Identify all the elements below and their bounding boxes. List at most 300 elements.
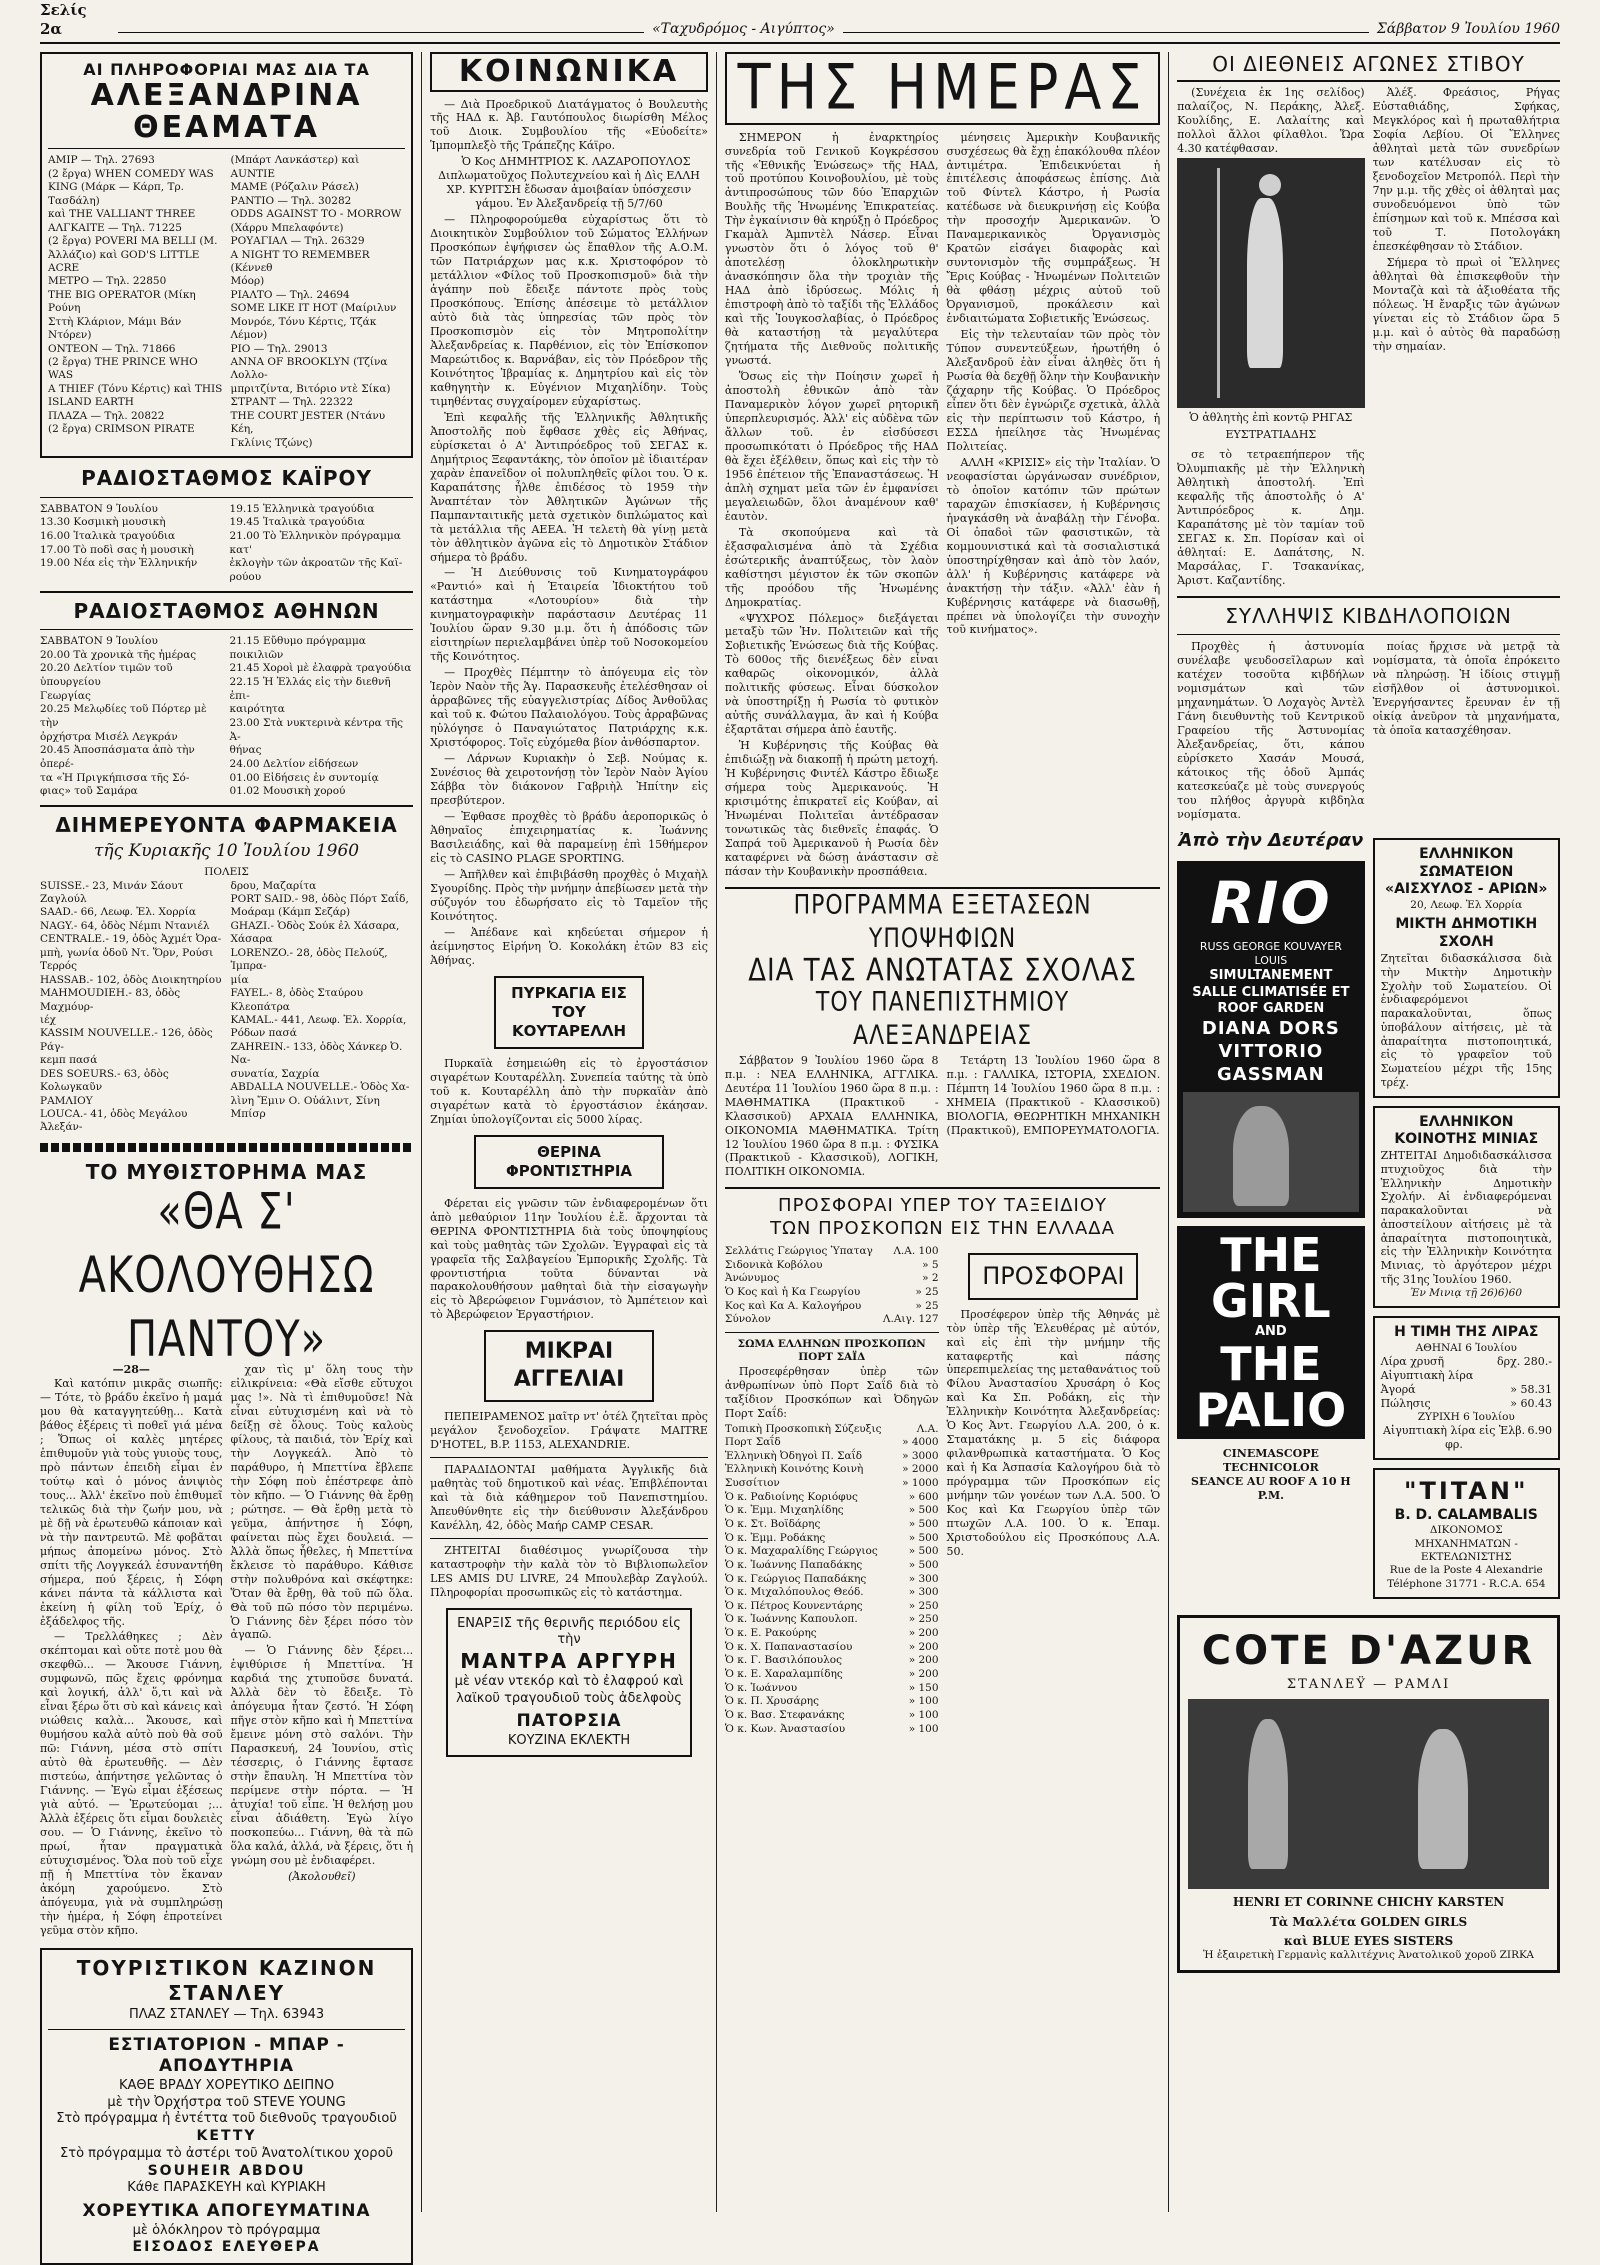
donation-row-label: Ὁ κ. Γ. Βασιλόπουλος xyxy=(724,1654,842,1667)
pound-row xyxy=(1381,1397,1552,1411)
classified-headline-box xyxy=(484,1330,654,1402)
donation-row-label: Ὁ κ. Πέτρος Κουνεντάρης xyxy=(724,1599,863,1612)
cinema-listing: μπριτζίντα, Βιτόριο ντὲ Σίκα) xyxy=(230,382,391,395)
pound-row-value: » 60.43 xyxy=(1510,1396,1552,1410)
social-paragraph: — Ἐφθασε προχθὲς τὸ βράδυ ἀεροπορικῶς ὁ Ἀθηναῖος ἐπιχειρηματίας κ. Ἰωάννης Βασιλειάδης, καὶ θὰ παραμείνῃ ἐπὶ 15θήμερον εἰς τὸ CASINO PLAGE SPORTING. xyxy=(430,809,708,865)
rio-cinema-ad xyxy=(1177,861,1364,1219)
novel-episode: —28— xyxy=(112,1363,150,1377)
donation-row-value: » 500 xyxy=(908,1531,939,1544)
radio-athens-schedule xyxy=(40,635,413,799)
donation-row-label: Ὁ κ. Ραδιοίνης Κοριόφυς xyxy=(724,1490,858,1503)
radio-entry: ΣΑΒΒΑΤΟΝ 9 Ἰουλίου xyxy=(40,635,158,648)
radio-athens-title: ΡΑΔΙΟΣΤΑΘΜΟΣ ΑΘΗΝΩΝ xyxy=(73,598,380,623)
cinema-listing: (2 ἔργα) THE PRINCE WHO WAS xyxy=(48,356,198,382)
social-paragraph: — Διὰ Προεδρικοῦ Διατάγματος ὁ Βουλευτὴς τῆς ΗΑΔ κ. Ἀβ. Γαυτόπουλος διωρίσθη Μέλος τοῦ Διοικ. Συμβουλίου τῆς «Εὐοδείτε» Ἱμπομπλεξὸ τῆς Τράπεζης Κάϊρο. xyxy=(430,97,708,153)
assoc-title: ΕΛΛΗΝΙΚΟΝ ΣΩΜΑΤΕΙΟΝ «ΑΙΣΧΥΛΟΣ - ΑΡΙΩΝ» xyxy=(1385,845,1548,898)
donation-row xyxy=(725,1723,939,1737)
pilgrim-section xyxy=(725,1245,1160,1736)
donation-row-value: » 250 xyxy=(908,1599,939,1612)
radio-entry: 23.00 Στὰ νυκτερινὰ κέντρα τῆς Ἀ- xyxy=(229,716,404,743)
radio-entry: 19.45 Ἰταλικὰ τραγούδια xyxy=(229,516,365,529)
donation-row xyxy=(725,1300,939,1314)
pharmacy-entry: FAYEL.- 8, ὁδὸς Σταύρου Κλεοπάτρα xyxy=(230,987,363,1013)
divider xyxy=(1177,596,1560,598)
column-rule xyxy=(1168,52,1169,2212)
donation-row-value: Λ.Α. xyxy=(916,1422,939,1435)
cinema-listing: ΠΛΑΖΑ — Τηλ. 20822 xyxy=(48,409,165,422)
novel-paragraph: Καὶ κατόπιν μικρᾶς σιωπῆς: — Τότε, τὸ βράδυ ἐκεῖνο ἡ μαμά μου θὰ καταγγητεύθῃ... Κατὰ βάθος ἐξέρεις τὶ ποθεῖ γιά μένα ; Ὅπως οἱ καλὲς μητέρες ἐπιθυμοῦν γιὰ τοὺς γυιοὺς τους, πρὸ πάντων ἐπειδὴ εἶμαι ἐν τούτῳ καὶ ὁ μόνος ἀνιψιὸς τους... Ἀλλ' ἐκεῖνο ποὺ ἐπιθυμεῖ τελικῶς διὰ τὴν ζωήν μου, νὰ μὲ δῇ νὰ ἐρωτευθῶ κάποιαν καὶ νὰ τὴν παντρευτῶ. Μὲ φοβᾶται μήπως ἀπομείνω μόνος. Στὸ σπίτι τῆς Λογγκεάλ ἐσυναντήθη σήμερα, πού ξέρεις, ἡ Σόφη κάνει πάντα τὰ κάλλιστα καὶ ἐκείνη ἡ φίλη τοῦ Ἐρίχ, ὁ ἐξάδελφος τῆς. xyxy=(40,1377,223,1628)
ads-row xyxy=(1177,830,1560,1607)
offers-headline-box xyxy=(968,1253,1138,1299)
day-header-box xyxy=(725,52,1160,125)
mantra-line: ΚΟΥΖΙΝΑ ΕΚΛΕΚΤΗ xyxy=(507,1732,631,1748)
offers-text: Προσέφερον ὑπὲρ τῆς Ἀθηνάς μὲ τὸν ὑπὲρ τῆς Ἐλευθέρας μὲ αὐτόν, καὶ εἰς ἐπὶ τὴν μνήμην τῆς καταφερτῆς καὶ πάσης ὑπερεπιμελείας της μεταθανάτιος τοῦ Φίλου Ἀναστασίου Χρυσάρη ὁ Κος καὶ Κα Σπ. Ροδάκη, εἰς τὴν Ἑλληνικὴν Κοινότητα Ἀλεξανδρείας: Ὁ Κος Ἀντ. Γεωργίου Λ.Α. 200, ὁ κ. Σταματάκης μ. 5 εἰς διάφορα φιλανθρωπικὰ καταστήματα. Ὁ Κος καὶ ἡ Κα Ἀσπασία Καλογήρου διὰ τὸ πρόγραμμα τῶν Προσκόπων εἰς μνήμην τῶν γονέων των Λ.Α. 500. Ὁ Κος καὶ Κα Γεωργίου ὑπὲρ τῶν πτωχῶν Λ.Α. 100. Ὁ κ. Ἐπαμ. Χριστοδούλου εἰς Προσκόπους Λ.Α. 50. xyxy=(946,1307,1161,1559)
arrest-title: ΣΥΛΛΗΨΙΣ ΚΙΒΔΗΛΟΠΟΙΩΝ xyxy=(1225,603,1512,628)
radio-entry: ρούου xyxy=(229,570,262,583)
cinema-listing: A NIGHT TO REMEMBER (Κέννεθ xyxy=(230,248,370,274)
social-paragraph: — Ἡ Διεύθυνσις τοῦ Κινηματογράφου «Ραντιό» καὶ ἡ Ἑταιρεία Ἰδιοκτήτου τοῦ κατάστημα «Λοτουρίου» διὰ τὴν κινηματογραφικὴν παράστασιν Δευτέρας 11 Ἰουλίου ὥραν 9.30 μ.μ. ὅτι ἡ ἀπόδοσις τῶν εἰσιτηρίων περιελαμβάνει ὑπὲρ τοῦ Νοσοκομείου τῆς Κοινότητος. xyxy=(430,566,708,664)
donation-row xyxy=(725,1477,939,1491)
mantra-line: ΠΑΤΟΡΣΙΑ xyxy=(516,1711,622,1732)
donation-row xyxy=(725,1504,939,1518)
donation-row-value: » 500 xyxy=(908,1504,939,1517)
girl-palio-ad xyxy=(1177,1226,1364,1439)
pilgrim-intro: Προσεφέρθησαν ὑπὲρ τῶν ἀνθρωπίνων ὑπὸ Πορτ Σαΐδ διὰ τὸ ταξίδιον Προσκόπων καὶ Ὀδηγῶν Πορτ Σαΐδ: xyxy=(724,1364,939,1420)
pharmacy-entry: KAMAL.- 441, Λεωφ. Ἐλ. Χορρία, xyxy=(230,1013,407,1026)
athlete-figure xyxy=(1247,198,1283,368)
pound-row-label: Πώλησις xyxy=(1380,1396,1431,1410)
donation-row-value: » 300 xyxy=(908,1572,939,1585)
donation-row-value: » 500 xyxy=(908,1545,939,1558)
pharmacy-list xyxy=(40,880,413,1135)
rio-line: SALLE CLIMATISÉE ET ROOF GARDEN xyxy=(1192,984,1350,1017)
assoc-address: 20, Λεωφ. Ἐλ Χορρία xyxy=(1410,899,1523,912)
ads-right xyxy=(1373,830,1560,1607)
exam-title-1: ΠΡΟΓΡΑΜΜΑ ΕΞΕΤΑΣΕΩΝ ΥΠΟΨΗΦΙΩΝ xyxy=(793,890,1092,955)
girl-title: THE GIRL xyxy=(1211,1228,1331,1329)
novel-continued: (Ἀκολουθεῖ) xyxy=(288,1869,356,1883)
cote-title: COTE D'AZUR xyxy=(1201,1627,1536,1674)
cinema-listing: ΡΙΑΛΤΟ — Τηλ. 24694 xyxy=(230,288,350,301)
cote-line: HENRI ET CORINNE CHICHY KARSTEN xyxy=(1232,1895,1505,1910)
mantra-line: μὲ νέαν ντεκόρ καὶ τὸ ἐλαφρού καὶ λαϊκοῦ τραγουδιοῦ τοὺς ἀδελφοὺς xyxy=(454,1674,684,1706)
pound-rows-2 xyxy=(1381,1424,1552,1452)
donation-row-label: Ὁ κ. Ε. Χαραλαμπίδης xyxy=(724,1668,843,1681)
radio-entry: φιας» τοῦ Σαμάρα xyxy=(40,785,138,798)
summer-headline-box xyxy=(474,1135,664,1189)
mantra-line: ΕΝΑΡΞΙΣ τῆς θερινῆς περιόδου εἰς τὴν xyxy=(457,1615,681,1648)
rio-line: RUSS GEORGE KOUVAYER LOUIS xyxy=(1199,940,1342,968)
cinema-listing: MAME (Ρόζαλιν Ράσελ) xyxy=(230,181,359,194)
pharmacy-entry: ABDALLA NOUVELLE.- Ὁδὸς Χα- xyxy=(230,1081,410,1094)
radio-entry: 20.25 Μελῳδίες τοῦ Πόρτερ μὲ τὴν xyxy=(40,703,207,729)
donation-row xyxy=(725,1682,939,1696)
girl-and: AND xyxy=(1254,1324,1287,1340)
donation-row-value: » 3000 xyxy=(902,1449,939,1462)
pound-row-label: Αἰγυπτιακὴ λίρα xyxy=(1380,1368,1474,1382)
radio-entry: Γεωργίας xyxy=(40,689,91,702)
donation-row xyxy=(725,1259,939,1273)
day-paragraph: Ἡ Κυβέρνησις τῆς Κούβας θὰ ἐπιδιώξῃ νὰ διακοπῇ ἡ πρώτη μετοχή. Ἡ Κυβέρνησις Φιντέλ Κάστρο ἔδιωξε σήμερα τοὺς Ἀμερικανούς. Ἡ κρισιμότης ἐπικρατεῖ εἰς Κούβαν, αἱ Ἠνωμέναι Πολιτεῖαι ἀντέδρασαν τονωτικῶς τὰς διεθνεῖς ἐπαφάς. Ὁ Σαπρά τοῦ Ἀμερικανοῦ ἡ Ρωσία δὲν καταφέρνει νὰ δώσῃ ἀνάστασιν σὲ πάσαν τὴν Κουβανικὴν προσπάθεια. xyxy=(724,739,939,878)
radio-entry: 19.15 Ἑλληνικὰ τραγούδια xyxy=(229,502,375,515)
cinema-listing: ΡΟΥΑΓΙΑΛ — Τηλ. 26329 xyxy=(230,235,365,248)
cote-line: Ἡ ἐξαιρετικὴ Γερμανὶς καλλιτέχνις Ἀνατολικοῦ χοροῦ ZIRKA xyxy=(1203,1948,1534,1961)
radio-entry: ΣΑΒΒΑΤΟΝ 9 Ἰουλίου xyxy=(40,502,158,515)
rio-figure xyxy=(1233,1106,1289,1206)
day-paragraph: Ὅσως εἰς τὴν Ποίησιν χωρεῖ ἡ ἀποστολὴ ἐθνικῶν ἀπὸ τὰν Παναμερικὸν λόγον χωρεῖ ρητορικῆ ὑπερπλευρισμός. Ἀλλ' εἰς αὐδὲνα τῶν ἄλλων τοῦ. ἐν εἰσδύσεσι προσωπικότατι ὁ Πρόεδρος τῆς ΗΑΔ θὰ ἔχει ἐξέλθειν, ὅπως καὶ εἰς τὴν τὸ 1956 ἐπέτειον τῆς Ἐπαναστάσεως. Ἡ ἁπλὴ σχηματ μεῖα τῶν ἐν ἐμφανίσει μεγαλειωδῶν, ὅλοι ἀναμένουν καθ' ἑαυτὸν. xyxy=(724,370,939,523)
kazino-subtitle: ΠΛΑΖ ΣΤΑΝΛΕΥ — Τηλ. 63943 xyxy=(128,2006,325,2022)
summer-text: Φέρεται εἰς γνῶσιν τῶν ἐνδιαφερομένων ὅτι ἀπὸ μεθαύριον 11ην Ἰουλίου ἐ.ἔ. ἄρχονται τὰ ΘΕΡΙΝΑ ΦΡΟΝΤΙΣΤΗΡΙΑ διὰ τοὺς ὑποψηφίους καὶ τοὺς μαθητὰς τῶν Σχολῶν. Ἐγγραφαὶ εἰς τὰ γραφεῖα τῆς Σαλβαγείου Ἐμπορικῆς Σχολῆς. Τὰ φροντιστήρια τοῦτα δύνανται νὰ παρακολουθήσουν μαθηταὶ διὰ τὴν εἰσαγωγὴν εἰς τὸ Ἀβερώφειον Γυμνάσιον, τὸ Ἀμπέτειον καὶ τὸ Ἀβερώφειον Ἐργαστήριον. xyxy=(430,1196,708,1322)
donation-row-value: » 1000 xyxy=(902,1477,939,1490)
pharmacy-entry: μία xyxy=(230,973,249,986)
donation-row-value: » 200 xyxy=(908,1668,939,1681)
offers-headline: ΠΡΟΣΦΟΡΑΙ xyxy=(982,1262,1125,1291)
girl-title-2: THE PALIO xyxy=(1195,1336,1347,1437)
classified-ad: ΠΑΡΑΔΙΔΟΝΤΑΙ μαθήματα Ἀγγλικῆς διὰ μαθητὰς τοῦ δημοτικοῦ καὶ νέας. Ἐπιβλέπονται καὶ τὰ διὰ κάθημερον τοῦ Πανεπιστημίου. Ἀπευθύνθητε εἰς τὴν διεύθυνσιν Ἀλεξάνδρου Κανέλλη, 42, ὁδὸς Μαήρ CAMP CESAR. xyxy=(430,1463,708,1533)
pharmacy-entry: συνατία, Σαχρία xyxy=(230,1067,320,1080)
games-paragraph: (Συνέχεια ἐκ 1ης σελίδος) παλαίζος, Ν. Περάκης, Ἀλεξ. Κουλίδης, Ε. Λαλαίτης καὶ πολλοὶ ἄλλοι φίλαθλοι. Ὥρα 4.30 κατέφθασαν. xyxy=(1177,86,1365,156)
day-paragraph: ΣΗΜΕΡΟΝ ἡ ἐναρκτηρίος συνεδρία τοῦ Γενικοῦ Κογκρέσσου τῆς «Ἐθνικῆς Ἑνώσεως» τῆς ΗΑΔ, τοῦ προτύπου Κοινοβουλίου, μὲ τοὺς ἀντιπροσώπους τῶν δύο Ἐπαρχιῶν Βουλῆς τῆς Ἡνωμένης Ἐπικρατείας. Τὴν ἐγκαίνισιν θὰ κηρύξῃ ὁ Πρόεδρος Γκαμὰλ Ἀμπντὲλ Νάσερ. Εἶναι γνωστὸν ὅτι ὁ λόγος τοῦ θ' ἀποτελέσῃ ὁλοκληρωτικὴν ἀνασκόπησιν ὅλα τὴν τροχιὰν τῆς ΗΑΔ ἀπὸ ἱδρύσεως. Μόλις ἡ ἐπιστροφὴ ἀπὸ τὸ ταξίδι τῆς Ἑλλάδος καὶ τῆς Ἰουγκοσλαβίας, ὁ Πρόεδρος θὰ καταστήσῃ τὰ μεγαλύτερα ζητήματα τῆς Διεθνοῦς πολιτικῆς γνωστά. xyxy=(724,130,939,368)
pharmacy-subtitle: τῆς Κυριακῆς 10 Ἰουλίου 1960 xyxy=(94,841,360,862)
issue-date: Σάββατον 9 Ἰουλίου 1960 xyxy=(1376,21,1560,38)
fund-title: ΕΛΛΗΝΙΚΟΝ ΚΟΙΝΟΤΗΣ ΜΙΝΙΑΣ xyxy=(1394,1113,1539,1148)
donation-row-label: Ὁ κ. Κων. Ἀναστασίου xyxy=(724,1722,846,1735)
social-title: ΚΟΙΝΩΝΙΚΑ xyxy=(458,54,680,89)
column-3 xyxy=(725,52,1160,2212)
cinema-listing: ISLAND EARTH xyxy=(48,396,134,409)
radio-cairo-left xyxy=(40,503,224,585)
titan-phone: Téléphone 31771 - R.C.A. 654 xyxy=(1387,1577,1546,1590)
divider xyxy=(1177,634,1560,635)
cote-photo xyxy=(1188,1699,1549,1889)
day-article-right xyxy=(947,131,1161,881)
pharmacy-entry: μπὴ, γωνία ὁδοῦ Ντ. Ὅρν, Ρούσι xyxy=(40,946,214,959)
novel-paragraph: — Ὁ Γιάννης δὲν ξέρει... ἐψιθύρισε ἡ Μπεττίνα. Ἡ καρδιά της χτυποῦσε δυνατά. Ἀλλὰ δὲν τὸ ἔδειξε. Τὸ ἀπόγευμα ἦταν ζεστό. Ἡ Σόφη πῆγε στὸν κῆπο καὶ ἡ Μπεττίνα ἔμεινε μόνη στὸ σαλόνι. Τὴν Παρασκευή, 24 Ἰουνίου, στὶς τέσσερις, ὁ Γιάννης ἔφτασε στὴν ἔπαυλη. Ἡ Μπεττίνα τὸν περίμενε στὴν πόρτα. — Ἡ ἀτυχία! τοῦ εἶπε. Ἡ θελήσῃ μου εἶναι ἀδιάθετη. Ἐγὼ λίγο ποσκοπεύω... Γιάννη, θὰ τὰ πῶ ὅλα καλά, ἀλλά, νὰ ξέρεις, ὅτι ἡ γνώμη σου μὲ ἐνδιαφέρει. xyxy=(230,1644,414,1867)
donation-row xyxy=(725,1450,939,1464)
donation-row-value: » 500 xyxy=(908,1558,939,1571)
cinema-listing: Σττὴ Κλάριον, Μάμι Βάν Ντόρεν) xyxy=(48,315,182,342)
donation-row xyxy=(725,1423,939,1437)
pharmacy-entry: κεμπ πασά xyxy=(40,1054,98,1067)
cinema-listing: Γκλίνις Τζώνς) xyxy=(230,436,313,449)
cinema-list-right xyxy=(231,154,406,450)
athlete-photo xyxy=(1177,158,1364,408)
cinema-listing: THE BIG OPERATOR (Μίκη Ρούνη xyxy=(48,288,196,315)
pharmacy-entry: MAHMOUDIEH.- 83, ὁδὸς Μαχμόυρ- xyxy=(40,987,181,1013)
games-title: ΟΙ ΔΙΕΘΝΕΙΣ ΑΓΩΝΕΣ ΣΤΙΒΟΥ xyxy=(1177,52,1560,82)
cinema-listing: (2 ἔργα) WHEN COMEDY WAS xyxy=(48,167,214,180)
monday-banner: Ἀπὸ τὴν Δευτέραν xyxy=(1178,829,1364,851)
pharmacy-entry: SAAD.- 66, Λεωφ. Ἐλ. Χορρία xyxy=(40,906,196,919)
arrest-paragraph: ποίας ἤρχισε νὰ μετρᾷ τὰ νομίσματα, τὰ ὁποῖα ἐπρόκειτο νὰ πληρώσῃ. Ἡ ἰδίοις στιγμῇ εἰσῆλθον οἱ ἀστυνομικοὶ. Ἐνεργήσαντες ἔρευναν ἐν τῇ οἰκίᾳ ἀνεῦρον τὰ μηχανήματα, τὰ ὁποῖα κατασχέθησαν. xyxy=(1372,640,1560,738)
radio-entry: θήνας xyxy=(229,744,262,757)
donation-row-value: » 150 xyxy=(908,1681,939,1694)
school-text: Ζητεῖται διδασκάλισσα διὰ τὴν Μικτὴν Δημοτικὴν Σχολὴν τοῦ Σωματείου. Οἱ ἐνδιαφερόμενοι παρακαλοῦνται, ὅπως ὑποβάλουν αἰτήσεις, μὲ τὰ ἀπαραίτητα πιστοποιητικά, εἰς τὸ γραφεῖον τοῦ Σωματείου μέχρι τῆς 15ης τρέχ. xyxy=(1380,952,1552,1089)
kazino-title: ΤΟΥΡΙΣΤΙΚΟΝ ΚΑΖΙΝΟΝ ΣΤΑΝΛΕΥ xyxy=(76,1955,377,2006)
kazino-line: Στὸ πρόγραμμα τὸ ἀστέρι τοῦ Ἀνατολίτικου χοροῦ xyxy=(60,2145,394,2161)
day-paragraph: Τὰ σκοπούμενα καὶ τὰ ἐξασφαλισμένα ἀπὸ τὰ Σχέδια ἐσώτερικῆς ἀναπτύξεως, τὸν λαὸν καθίστησι μέγιστον ἐκ τῶν σκοπῶν τῆς προόδου τῆς Ἡνωμένης Δημοκρατίας. xyxy=(724,525,939,609)
radio-entry: 22.15 Ἡ Ἑλλάς εἰς τὴν διεθνῆ ἐπι- xyxy=(229,676,391,702)
donation-row-label: Ὁ κ. Ἰωάννης Καπουλοπ. xyxy=(724,1613,858,1626)
day-article xyxy=(725,131,1160,881)
radio-entry: ἐκλογὴν τῶν ἀκροατῶν τῆς Καϊ- xyxy=(229,557,403,570)
pharmacy-cities: ΠΟΛΕΙΣ xyxy=(204,866,249,879)
pharmacy-entry: DES SOEURS.- 63, ὁδὸς Κολωγκαῦν xyxy=(40,1067,169,1094)
athlete-head xyxy=(1259,174,1281,196)
donation-row xyxy=(725,1313,939,1327)
cote-dancer-figure xyxy=(1248,1719,1288,1869)
school-title: ΜΙΚΤΗ ΔΗΜΟΤΙΚΗ ΣΧΟΛΗ xyxy=(1395,916,1538,951)
radio-entry: 24.00 Δελτίον εἰδήσεων xyxy=(229,757,359,770)
donation-row xyxy=(725,1573,939,1587)
cinema-listing: THE COURT JESTER (Ντάνυ Κέη, xyxy=(230,409,386,436)
radio-entry: τα «Ἡ Πριγκήπισσα τῆς Σό- xyxy=(40,771,190,784)
pound-athens: ΑΘΗΝΑΙ 6 Ἰουλίου xyxy=(1415,1341,1517,1354)
cinema-listing: (2 ἔργα) POVERI MA BELLI (Μ. xyxy=(48,235,218,248)
page-number: Σελίς 2α xyxy=(40,0,87,38)
cinema-listing: ODDS AGAINST TO - MORROW xyxy=(230,208,402,221)
exam-title-2: ΔΙΑ ΤΑΣ ΑΝΩΤΑΤΑΣ ΣΧΟΛΑΣ xyxy=(748,952,1137,989)
newspaper-name: «Ταχυδρόμος - Αιγύπτος» xyxy=(652,21,835,38)
pharmacy-entry: Ρόδων πασά xyxy=(230,1027,297,1040)
donation-row-value: » 200 xyxy=(908,1654,939,1667)
donation-row-value: » 250 xyxy=(908,1613,939,1626)
donation-row xyxy=(725,1436,939,1450)
pharmacy-entry: KASSIM NOUVELLE.- 126, ὁδὸς Ράγ- xyxy=(40,1027,213,1053)
donation-row-value: » 100 xyxy=(908,1708,939,1721)
day-paragraph: μένησεις Ἀμερικὴν Κουβανικῆς συσχέσεως θὰ ἔχῃ ἐπακόλουθα πλέον ἀντιμέτρα. Ἐπιδεικνύεται ἡ ἐπιτέλεσις ἀποφάσεως ἐπίσης. Διὰ τοῦ Φίντελ Κάστρο, ἡ Ρωσία κατέδωσε νὰ διευκρινήσῃ εἰς Κούβα τὴν προσοχήν Ἀμερικανῶν. Ὁ Παναμερικανικὸς Ὀργανισμὸς Κρατῶν εἰσάγει διαφορὰς καὶ συντονισμὸν τῆς συμπράξεως. Ἡ Ἔρις Κούβας - Ἠνωμένων Πολιτειῶν θὰ φθάσῃ μέχρις αὐτοῦ τοῦ Ὀργανισμοῦ, προκάλεσιν καὶ ἐνδιαιτώματα Σοβιετικῆς Ἐνώσεως. xyxy=(946,130,1161,326)
donation-row-label: Ὁ κ. Ἰωάννου xyxy=(724,1681,798,1694)
donation-row xyxy=(725,1245,939,1259)
rio-star: GASSMAN xyxy=(1216,1063,1325,1085)
rio-star: VITTORIO xyxy=(1218,1040,1324,1062)
donation-row xyxy=(725,1272,939,1286)
radio-entry: 21.45 Χοροὶ μὲ ἐλαφρὰ τραγούδια xyxy=(229,662,412,675)
social-paragraph: — Λάρνων Κυριακὴν ὁ Σεβ. Νούμας κ. Συνέσιος θὰ χειροτονήσῃ τὸν Ἱερὸν Ναὸν Ἁγίου Σάββα τὸν διάκονον Γαβριὴλ Ἠπίτην εἰς πρεσβύτερον. xyxy=(430,752,708,807)
radio-entry: 16.00 Ἰταλικὰ τραγούδια xyxy=(40,529,176,542)
radio-cairo-title: ΡΑΔΙΟΣΤΑΘΜΟΣ ΚΑΪΡΟΥ xyxy=(81,466,373,491)
pound-row-label: Ἀγορά xyxy=(1380,1382,1416,1396)
social-paragraph: — Προχθὲς Πέμπτην τὸ ἀπόγευμα εἰς τὸν Ἱερὸν Ναὸν τῆς Ἁγ. Παρασκευῆς ἐτελέσθησαν οἱ ἀρραβῶνες τῆς εὐαγγελιστρίας Δίδος Ἀνθοῦλας καὶ τοῦ κ. Φώτου Παλαιολόγου. Τοὺς ἀρραβῶνας ηὐλόγησε ὁ Παναγιώτατος Πατριάρχης κ.κ. Χριστόφορος. Τοῖς εὐχόμεθα βίον ἀνθόσπαρτον. xyxy=(430,666,708,750)
columns xyxy=(40,51,1560,2256)
pharmacy-entry: Τερρός xyxy=(40,960,77,973)
pound-row xyxy=(1381,1355,1552,1369)
theatre-box xyxy=(40,52,413,458)
cote-location: ΣΤΑΝΛΕΫ — ΡΑΜΛΙ xyxy=(1286,1676,1451,1692)
day-paragraph: ΑΛΛΗ «ΚΡΙΣΙΣ» εἰς τὴν Ἰταλίαν. Ὁ νεοφασίσται ὠργάνωσαν συνέδριον, τὸ ὁποῖον κατόπιν τῶν πρώτων ταραχῶν ἐπισκίασεν, ἡ Κυβέρνησις ἠναγκάσθη νὰ ἀναβάλῃ τὴν Γένοβα. Οἱ ὀπαδοὶ τῶν φασιστικῶν, τὰ κομμουνιστικά καὶ τὰ σοσιαλιστικά ὑποστηρίχθησαν καὶ ἀπὸ τὸν λαόν, ἀλλ' ἡ Κυβέρνησις κατάφερε νὰ ἀνακτήσῃ τὴν τάξιν. «Ἀλλ' ἐὰν ἡ Κυβέρνησις κατάφερε νὰ διασωθῇ, πρέπει νὰ ὑπολογίζει τὴν συνοχὴν τοῦ κινήματος». xyxy=(946,455,1161,637)
radio-cairo-schedule xyxy=(40,503,413,585)
games-article xyxy=(1177,86,1560,589)
day-paragraph: «ΨΥΧΡΟΣ Πόλεμος» διεξάγεται μεταξὺ τῶν Ἠν. Πολιτειῶν καὶ τῆς Σοβιετικῆς Ἑνώσεως διὰ τῆς Κούβας. Τὸ 600ος τῆς διενέξεως δὲν εἶναι καθαρῶς οἰκονομικόν, ἀλλὰ πολιτικῆς φύσεως. Εἶναι δύσκολον νὰ ὑποστηρίξῃ ἡ Ρωσία τὸ φυτικὸν αὐτῆς συνάλλαγμα, ἂν καὶ ἡ Κούβα ἐξαρτᾶται σήμερα ἀπὸ ἑαυτῆς. xyxy=(724,611,939,737)
pharmacy-entry: ιέχ xyxy=(40,1013,56,1026)
assoc-notice xyxy=(1373,838,1560,1098)
donation-row-value: » 600 xyxy=(908,1490,939,1503)
novel-text-right xyxy=(231,1363,414,1940)
divider xyxy=(48,148,405,149)
radio-entry: 01.00 Εἰδήσεις ἐν συντομίᾳ xyxy=(229,771,379,784)
kazino-line: SOUHEIR ABDOU xyxy=(147,2162,306,2179)
fire-headline: ΠΥΡΚΑΓΙΑ ΕΙΣ ΤΟΥ ΚΟΥΤΑΡΕΛΛΗ xyxy=(511,983,627,1040)
column-rule xyxy=(716,52,717,2212)
donation-row-label: Ὁ κ. Στ. Βοϊδάρης xyxy=(724,1517,821,1530)
pound-zurich: ΖΥΡΙΧΗ 6 Ἰουλίου xyxy=(1417,1410,1515,1423)
pound-row xyxy=(1381,1383,1552,1397)
donation-row-label: Ἀνώνυμος xyxy=(724,1272,780,1285)
pound-row-value: » 58.31 xyxy=(1510,1382,1552,1396)
donation-row xyxy=(725,1463,939,1477)
exam-schedule xyxy=(725,1054,1160,1182)
donation-row xyxy=(725,1627,939,1641)
pharmacy-entry: PORT SAID.- 98, ὁδὸς Πόρτ Σαΐδ, xyxy=(230,893,409,906)
column-4 xyxy=(1177,52,1560,2212)
novel-paragraph: — Τρελλάθηκες ; Δὲν σκέπτομαι καὶ οὔτε ποτὲ μου θὰ σκεφθῶ... — Ἄκουσε Γιάννη, συμφωνῶ, πῶς ἔχεις φρόνημα καὶ λογική, ἀλλ' ὅ,τι καὶ νὰ εἶναι ξέρω ὅτι σὺ καὶ κάνεις καὶ νιώθεις καλὰ... Ἄκουσε, καὶ θυμήσου καλὰ αὐτὸ ποὺ θὰ σοῦ πῶ: Γιάννη, μέσα στὸ σπίτι αὐτὸ θὰ ἐρωτευθῆς. — Δὲν πιστεύω, ἀπήντησε γελῶντας ὁ Γιάννης. — Ἐγὼ εἶμαι ἐξέσεως γιὰ αὐτό. — Ἐρωτεύομαι ;... Ἀλλὰ ἐξέρεις ὅτι εἶμαι δουλειὲς σου. — Ὁ Γιάννης, ἐκεῖνο τὸ πρωί, ἦταν πραγματικὰ εὐτυχισμένος. Ὅλα ποὺ τοῦ εἶχε πῇ ἡ Μπεττίνα τὸν ἔκαναν ἀκόμη χαρούμενο. Στὸ ἀπόγευμα, γιὰ νὰ συμπληρώσῃ τὴν ἡμέρα, ἡ Σόφη ἐπροτείνει γεῦμα στὸν κῆπο. xyxy=(40,1630,223,1937)
rio-poster-image xyxy=(1183,1092,1358,1212)
donation-row xyxy=(725,1600,939,1614)
cote-line: Τὰ Μαλλέτα GOLDEN GIRLS xyxy=(1269,1914,1468,1929)
cinema-listing: ANNA OF BROOKLYN (Τζίνα Λολλο- xyxy=(230,356,388,382)
divider xyxy=(725,1332,939,1333)
radio-entry: 17.00 Τὸ ποδὶ σας ἡ μουσικὴ xyxy=(40,543,194,556)
classified-ad: ΖΗΤΕΙΤΑΙ διαθέσιμος γνωρίζουσα τὴν καταστροφὴν τὴν καλὰ τὸν τὸ Βιβλιοπωλεῖον LES AMIS DU LIVRE, 24 Μπουλεβὰρ Ζαγλούλ. Πληροφορίαι προσωπικῶς εἰς τὸ κατάστημα. xyxy=(430,1544,708,1599)
donation-row xyxy=(725,1709,939,1723)
masthead xyxy=(40,0,1560,44)
divider xyxy=(725,1187,1160,1189)
pharmacy-entry: LOUCA.- 41, ὁδὸς Μεγάλου Ἀλεξάν- xyxy=(40,1108,188,1134)
pilgrim-donations xyxy=(725,1245,939,1327)
donation-row xyxy=(725,1613,939,1627)
cote-dancer-figure xyxy=(1418,1729,1468,1869)
donation-row-label: Ἑλληνικὴ Ὀδηγοὶ Π. Σαΐδ xyxy=(724,1449,863,1462)
novel-paragraph: χαν τὶς μ' ὅλη τους τὴν εἰλικρίνεια: «Θὰ εἴσθε εὔτυχοι μας !». Νὰ τὶ ἐπιθυμοῦσε! Νὰ εἶναι εὐτυχισμένη καὶ νὰ τὸ δείξῃ σὲ ὅλους. Τοὺς καλοὺς φίλους, τὰ παιδιά, τὸν Ἐρίχ καὶ τὴν Λογγκεάλ. Ἀπὸ τὸ παράθυρο, ἡ Μπεττίνα ἔβλεπε τὴν Σόφη ποὺ ἐπέστρεφε ἀπὸ τὸν κῆπο. — Ὁ Γιάννης θὰ ἔρθῃ ; ρώτησε. — Θὰ ἔρθῃ μετὰ τὸ γεῦμα, ἀπήντησε ἡ Σόφη, φαίνεται πὼς ἔχει δουλειά. — Ἀλλὰ ὅπως ἦθελες, ἡ Μπεττίνα ἔκλεισε τὸ παράθυρο. Κάθισε στὴν πολυθρόνα καὶ σκέφτηκε: Ὅταν θὰ ἔρθῃ, θὰ τοῦ πῶ ὅλα. Θὰ τοῦ πῶ πόσο τὸν περιμένω. Ὁ Γιάννης δὲν ξέρει πόσο τὸν ἀγαπῶ. xyxy=(230,1363,414,1642)
titan-ad xyxy=(1373,1468,1560,1599)
donation-row xyxy=(725,1286,939,1300)
radio-entry: 01.02 Μουσικὴ χορού xyxy=(229,785,346,798)
radio-entry: 19.00 Νέα εἰς τὴν Ἑλληνικήν xyxy=(40,557,198,570)
pharmacy-entry: NAGY.- 64, ὁδὸς Νέμπι Ντανιέλ xyxy=(40,919,210,932)
novel-text xyxy=(40,1363,413,1940)
titan-name: B. D. CALAMBALIS xyxy=(1394,1506,1538,1523)
donation-row xyxy=(725,1559,939,1573)
donation-row-value: » 2 xyxy=(922,1272,939,1285)
radio-athens-left xyxy=(40,635,224,799)
photo-caption-2: ΕΥΣΤΡΑΤΙΑΔΗΣ xyxy=(1225,428,1317,442)
radio-entry: 21.00 Τὸ Ἑλληνικὸν πρόγραμμα κατ' xyxy=(229,529,401,556)
fund-notice xyxy=(1373,1106,1560,1308)
donation-row-label: Ὁ κ. Ἐμμ. Ροδάκης xyxy=(724,1531,826,1544)
fund-place: Ἐν Μινιᾳ τῇ 26)6)60 xyxy=(1410,1286,1523,1299)
arrest-article xyxy=(1177,640,1560,824)
donation-row xyxy=(725,1654,939,1668)
cote-dazur-ad xyxy=(1177,1615,1560,1973)
photo-caption-1: Ὁ ἀθλητὴς ἐπὶ κοντῷ ΡΗΓΑΣ xyxy=(1189,411,1353,425)
donation-row xyxy=(725,1532,939,1546)
donation-row-value: » 2000 xyxy=(902,1463,939,1476)
pharmacy-entry: HASSAB.- 102, ὁδὸς Διοικητηρίου xyxy=(40,973,222,986)
pound-row xyxy=(1381,1424,1552,1452)
cinema-listing: ΣΤΡΑΝΤ — Τηλ. 22322 xyxy=(230,396,354,409)
donation-row-value: » 100 xyxy=(908,1695,939,1708)
cinema-listing: A THIEF (Τόνυ Κέρτις) καὶ THIS xyxy=(48,382,223,395)
kazino-line: ΕΙΣΟΔΟΣ ΕΛΕΥΘΕΡΑ xyxy=(132,2239,321,2256)
column-rule xyxy=(421,52,422,2212)
donation-row-label: Τοπικὴ Προσκοπικὴ Σύζευξις xyxy=(724,1422,882,1435)
cinema-listing: ΡΙΟ — Τηλ. 29013 xyxy=(230,342,328,355)
cinema-listing: Μονρόε, Τόνυ Κέρτις, Τζάκ Λέμον) xyxy=(230,315,377,342)
titan-brand: "TITAN" xyxy=(1404,1477,1529,1506)
divider xyxy=(48,2029,405,2030)
pharmacy-entry: Μοάραμ (Κάμπ Σεζάρ) xyxy=(230,906,351,919)
pharmacy-list-left xyxy=(40,880,223,1135)
donation-row-value: Λ.Αιγ. 127 xyxy=(882,1313,939,1326)
mantra-name: ΜΑΝΤΡΑ ΑΡΓΥΡΗ xyxy=(460,1648,678,1673)
cinema-list-left xyxy=(48,154,223,450)
donation-row-value: » 25 xyxy=(915,1299,939,1312)
kazino-line: ΧΟΡΕΥΤΙΚΑ ΑΠΟΓΕΥΜΑΤΙΝΑ xyxy=(82,2201,371,2222)
games-left xyxy=(1177,86,1364,589)
pilgrim-title-1: ΠΡΟΣΦΟΡΑΙ ΥΠΕΡ ΤΟΥ ΤΑΞΕΙΔΙΟΥ xyxy=(778,1195,1108,1217)
divider xyxy=(40,629,413,630)
day-paragraph: Εἰς τὴν τελευταίαν τῶν πρὸς τὸν Τύπον συνεντεύξεων, ἠρωτήθη ὁ Ἀλεξανδροῦ ἐὰν εἶναι ἀληθὲς ὅτι ἡ Ρωσία θὰ δεχθῇ ὅλην τὴν Κουβανικὴν ζάχαρην τῆς Κούβας. Ὁ Πρόεδρος εἶπεν ὅτι δὲν ἐγνώριζε σχετικὰ, ἀλλὰ εἰς τὴν περίπτωσιν τοῦ Κάστρο, ἡ ΕΣΣΔ ἠπείλησε τὰς Ἠνωμένας Πολιτείας. xyxy=(946,328,1161,453)
radio-entry: 20.20 Δελτίον τιμῶν τοῦ ὑπουργείου xyxy=(40,662,173,689)
donation-row xyxy=(725,1545,939,1559)
radio-entry: 13.30 Κοσμικὴ μουσικὴ xyxy=(40,516,166,529)
day-article-left xyxy=(725,131,939,881)
vaulting-pole xyxy=(1217,168,1220,398)
day-title: ΤΗΣ ΗΜΕΡΑΣ xyxy=(737,51,1148,124)
cinema-listing: (Μπάρτ Λανκάστερ) καὶ AUNTIE xyxy=(230,154,360,180)
donation-row-value: » 200 xyxy=(908,1640,939,1653)
ads-left xyxy=(1177,830,1364,1607)
pharmacy-entry: δρου, Μαζαρίτα xyxy=(230,879,317,892)
pharmacy-entry: SUISSE.- 23, Μινάν Σάουτ Ζαγλούλ xyxy=(40,879,184,906)
divider xyxy=(430,1538,708,1539)
rio-logo: RIO xyxy=(1210,868,1332,937)
titan-address: Rue de la Poste 4 Alexandrie xyxy=(1389,1564,1543,1577)
novel-title: «ΘΑ Σ' ΑΚΟΛΟΥΘΗΣΩ ΠΑΝΤΟΥ» xyxy=(78,1182,375,1369)
donation-row xyxy=(725,1641,939,1655)
radio-entry: 21.15 Εὔθυμο πρόγραμμα ποικιλιῶν xyxy=(229,635,366,661)
pharmacy-entry: GHAZI.- Ὁδὸς Σούκ ἐλ Χάσαρα, xyxy=(230,919,400,932)
social-paragraph: — Ἀπέδανε καὶ κηδεύεται σήμερον ἡ ἀείμνηστος Εἰρήνη Ὁ. Κοκολάκη ἐτῶν 83 εἰς Ἀθήνας. xyxy=(430,925,708,967)
pound-row-label: Αἰγυπτιακὴ λίρα εἰς Ἐλβ. φρ. xyxy=(1382,1424,1526,1452)
donation-row-label: Ὁ κ. Ἐμμ. Μιχαηλίδης xyxy=(724,1504,844,1517)
donation-row-label: Ὁ κ. Ἰωάννης Παπαδάκης xyxy=(724,1558,863,1571)
social-header-box xyxy=(430,52,708,92)
pharmacy-title: ΔΙΗΜΕΡΕΥΟΝΤΑ ΦΑΡΜΑΚΕΙΑ xyxy=(55,812,398,837)
radio-cairo-right xyxy=(230,503,414,585)
donation-row-value: » 200 xyxy=(908,1627,939,1640)
donation-row-label: Ὁ κ. Ε. Ρακούρης xyxy=(724,1627,817,1640)
masthead-rule xyxy=(843,32,1369,33)
donation-row-label: Ὁ Κος καὶ ἡ Κα Γεωργίου xyxy=(724,1286,861,1299)
mantra-argyri-ad xyxy=(446,1608,692,1757)
column-1 xyxy=(40,52,414,2256)
cinema-listing: καὶ THE VALLIANT THREE xyxy=(48,208,196,221)
exam-text: Σάββατον 9 Ἰουλίου 1960 ὥρα 8 π.μ. : ΝΕΑ ΕΛΛΗΝΙΚΑ, ΑΓΓΛΙΚΑ. Δευτέρα 11 Ἰουλίου 1960 ὥρα 8 π.μ. : ΜΑΘΗΜΑΤΙΚΑ (Πρακτικοῦ - Κλασσικοῦ) ΑΡΧΑΙΑ ΕΛΛΗΝΙΚΑ, ΟΙΚΟΝΟΜΙΑ ΜΑΘΗΜΑΤΙΚΑ. Τρίτη 12 Ἰουλίου 1960 ὥρα 8 π.μ. : ΦΥΣΙΚΑ (Πρακτικοῦ - Κλασσικοῦ), ΛΟΓΙΚΗ, ΠΟΛΙΤΙΚΗ ΟΙΚΟΝΟΜΙΑ. xyxy=(724,1053,939,1179)
radio-entry: καιρότητα xyxy=(229,703,285,716)
cinema-listing: ΑΜΙΡ — Τηλ. 27693 xyxy=(48,154,155,167)
cinema-listing: (Χάρρυ Μπελαφόντε) xyxy=(230,221,344,234)
donation-row-label: Ἑλληνικὴ Κοινότης Κοινὴ xyxy=(724,1463,864,1476)
pound-row-value: δρχ. 280.- xyxy=(1497,1354,1552,1368)
cinema-listing: ΡΑΝΤΙΟ — Τηλ. 30282 xyxy=(230,194,352,207)
donation-row-label: Σύνολον xyxy=(724,1313,771,1326)
kazino-line: Κάθε ΠΑΡΑΣΚΕΥΗ καὶ ΚΥΡΙΑΚΗ xyxy=(127,2180,326,2196)
radio-entry: 20.00 Τὰ χρονικὰ τῆς ἡμέρας xyxy=(40,648,197,661)
classified-ad: ΠΕΠΕΙΡΑΜΕΝΟΣ μαῖτρ ντ' ὁτέλ ζητεῖται πρὸς μεγάλον ξενοδοχεῖον. Γράψατε MAITRE D'HOTEL, B.P. 1153, ALEXANDRIE. xyxy=(430,1410,708,1452)
pound-row-value: 6.90 xyxy=(1527,1424,1552,1438)
kazino-stanley-ad xyxy=(40,1948,413,2265)
